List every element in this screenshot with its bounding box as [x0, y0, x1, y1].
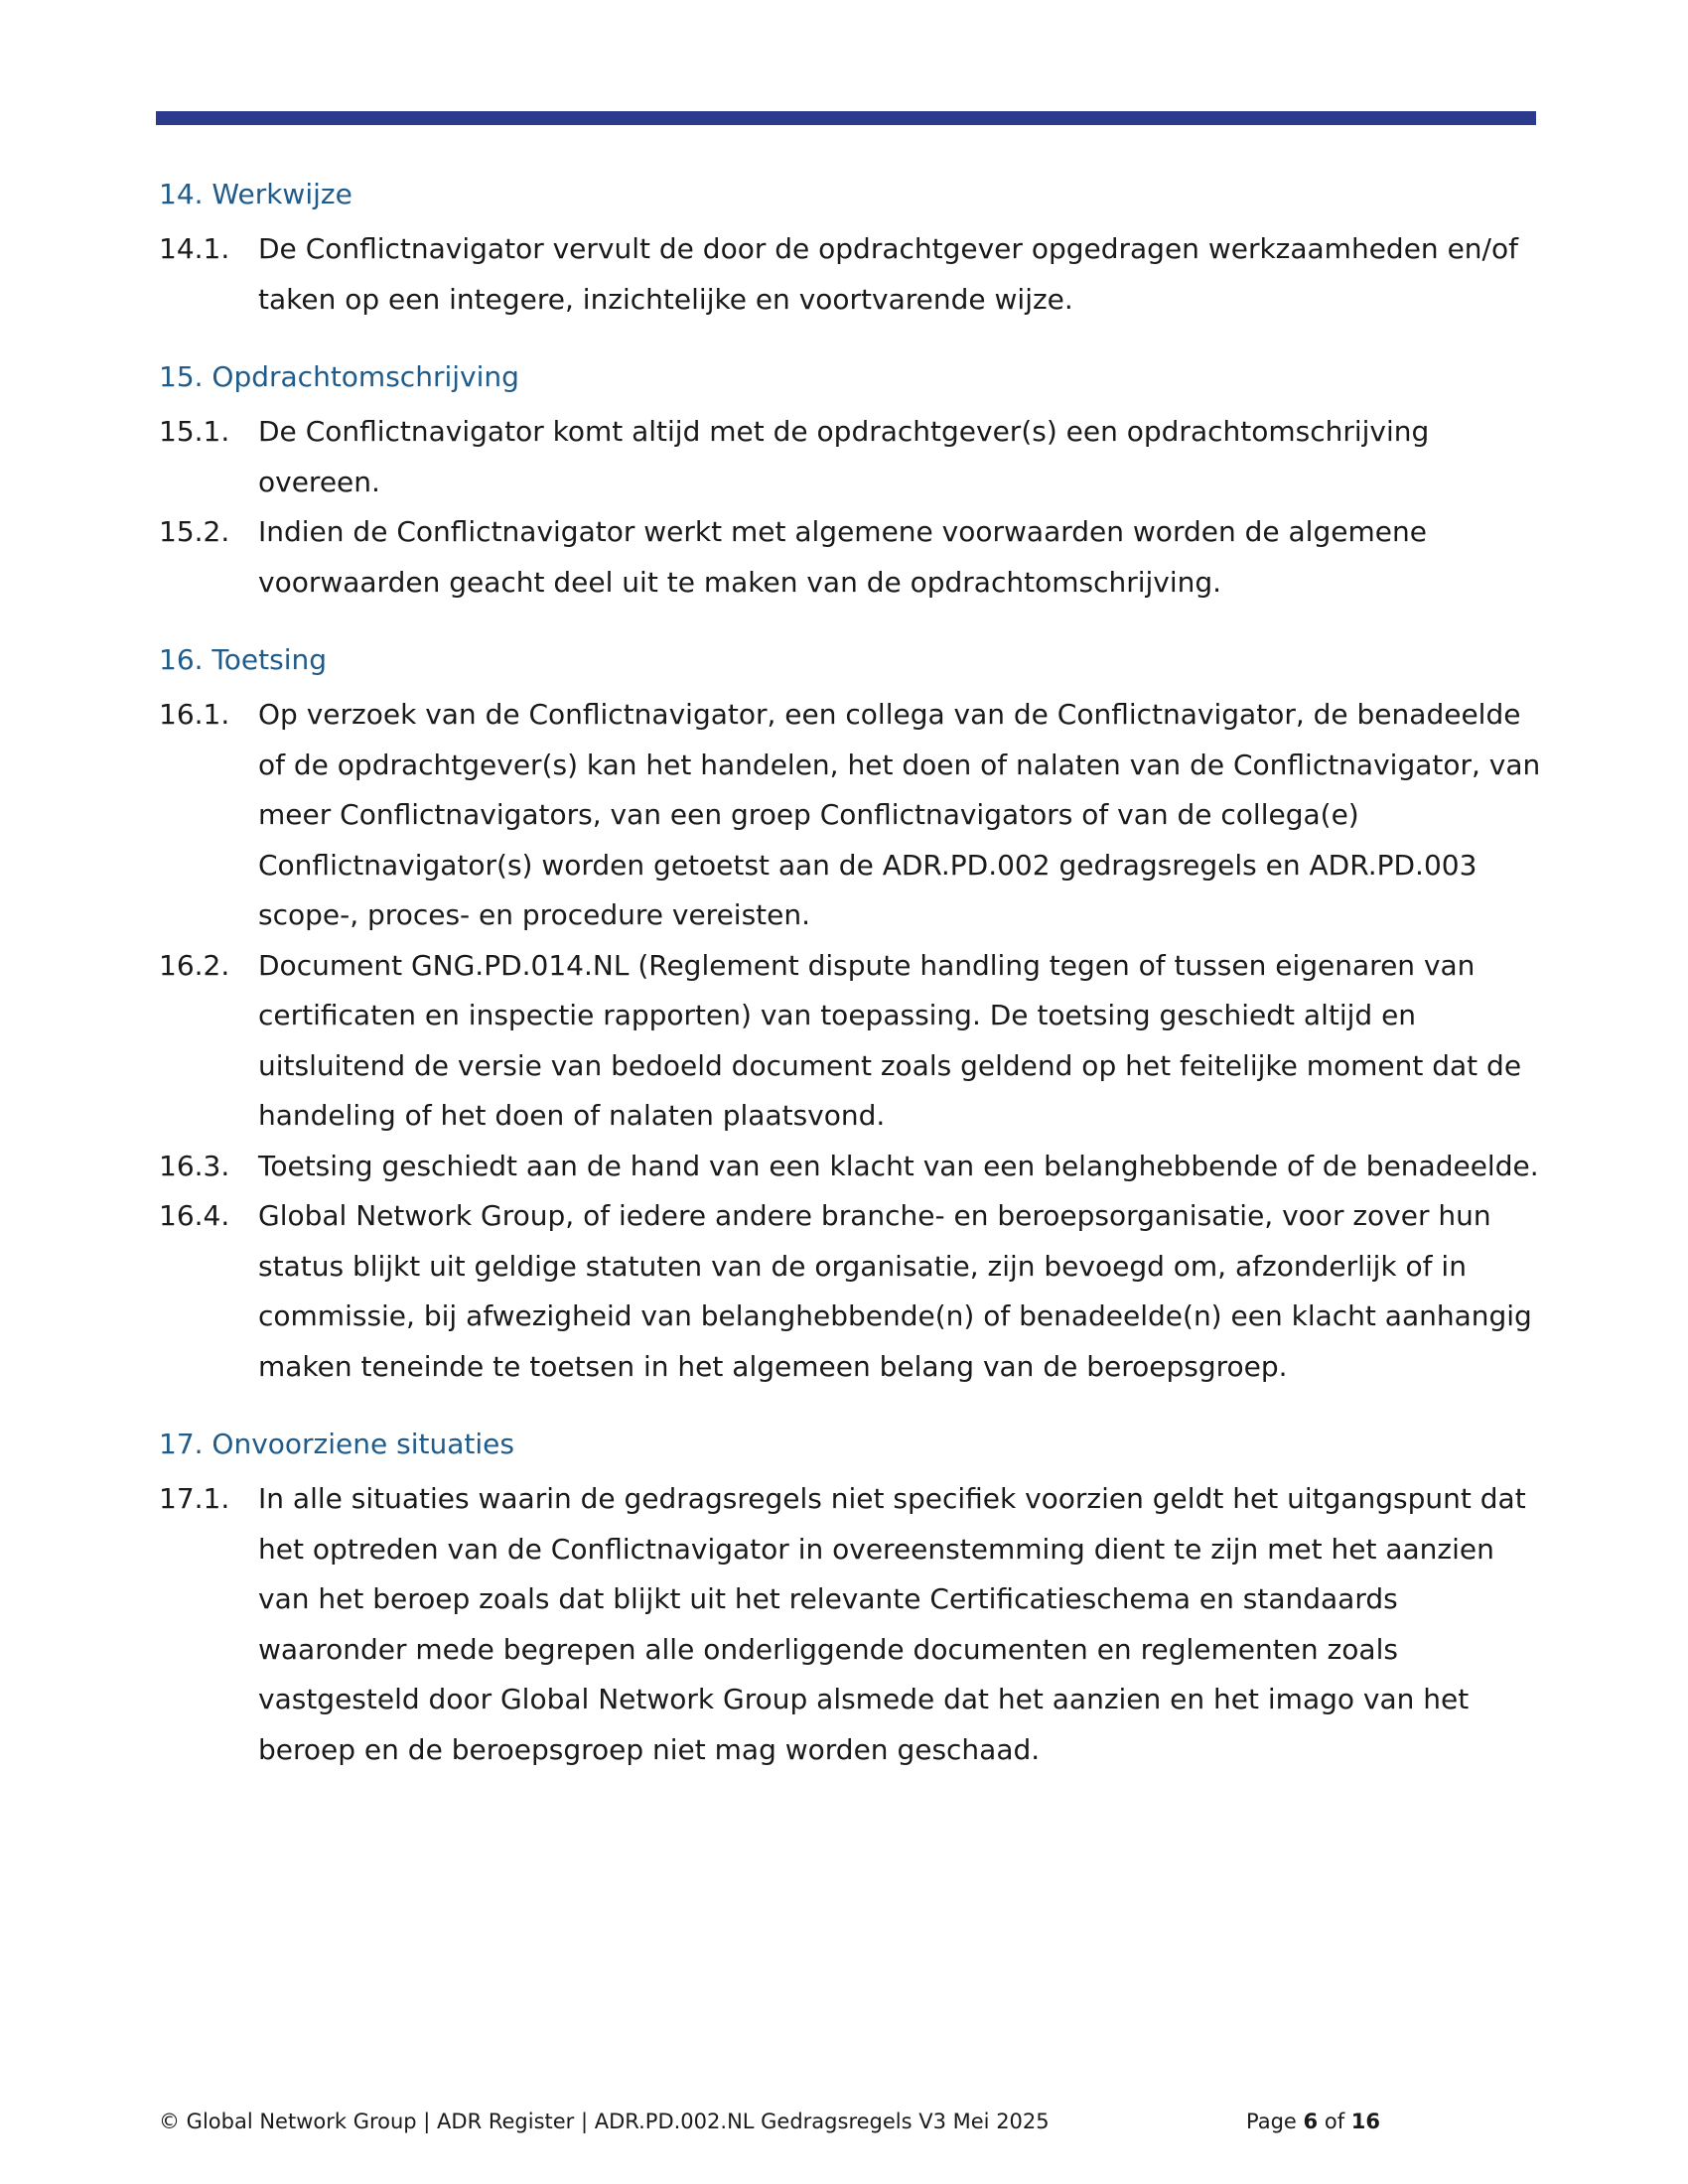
- header-rule: [156, 111, 1536, 125]
- clause-text: Indien de Conflictnavigator werkt met algemene voorwaarden worden de algemene voorwaarden geacht deel uit te maken van de opdrachtomschrijving.: [258, 515, 1427, 599]
- footer-copyright: © Global Network Group | ADR Register | ADR.PD.002.NL Gedragsregels V3 Mei 2025: [159, 2110, 1050, 2133]
- clause-number: 16.4.: [159, 1199, 230, 1232]
- section-werkwijze: [159, 175, 1549, 325]
- page-indicator: [1246, 2107, 1380, 2136]
- page-footer: [159, 2107, 1400, 2136]
- clause-text: Toetsing geschiedt aan de hand van een klacht van een belanghebbende of de benadeelde.: [258, 1149, 1539, 1182]
- clause: [159, 1142, 1549, 1192]
- clause: [159, 1191, 1549, 1392]
- section-heading: 17. Onvoorziene situaties: [159, 1428, 514, 1460]
- page-total: 16: [1350, 2110, 1381, 2133]
- clause-number: 16.2.: [159, 948, 230, 982]
- clause-number: 15.1.: [159, 415, 230, 448]
- document-body: [159, 175, 1549, 1808]
- clause-text: Op verzoek van de Conflictnavigator, een collega van de Conflictnavigator, de benadeelde of de opdrachtgever(s) kan het handelen, het doen of nalaten van de Conflictnavigator, van meer Conflictnavigators, van een groep Conflictnavigators of van de collega(e) Conflictnavigator(s) worden getoetst aan de ADR.PD.002 gedragsregels en ADR.PD.003 scope-, proces- en procedure vereisten.: [258, 698, 1541, 931]
- clause-text: Document GNG.PD.014.NL (Reglement dispute handling tegen of tussen eigenaren van certificaten en inspectie rapporten) van toepassing. De toetsing geschiedt altijd en uitsluitend de versie van bedoeld document zoals geldend op het feitelijke moment dat de handeling of het doen of nalaten plaatsvond.: [258, 948, 1522, 1132]
- clause: [159, 941, 1549, 1142]
- section-heading: 16. Toetsing: [159, 643, 327, 676]
- clause: [159, 224, 1549, 325]
- section-opdrachtomschrijving: [159, 357, 1549, 608]
- section-onvoorziene-situaties: [159, 1425, 1549, 1775]
- clause-number: 15.2.: [159, 515, 230, 548]
- page-current: 6: [1303, 2110, 1319, 2133]
- clause-number: 16.1.: [159, 698, 230, 731]
- clause-text: De Conflictnavigator komt altijd met de opdrachtgever(s) een opdrachtomschrijving overeen.: [258, 415, 1430, 498]
- section-heading: 14. Werkwijze: [159, 178, 352, 210]
- clause-text: Global Network Group, of iedere andere branche- en beroepsorganisatie, voor zover hun status blijkt uit geldige statuten van de organisatie, zijn bevoegd om, afzonderlijk of in commissie, bij afwezigheid van belanghebbende(n) of benadeelde(n) een klacht aanhangig maken teneinde te toetsen in het algemeen belang van de beroepsgroep.: [258, 1199, 1532, 1383]
- clause-number: 16.3.: [159, 1149, 230, 1182]
- section-toetsing: [159, 640, 1549, 1392]
- clause: [159, 1474, 1549, 1775]
- clause-number: 14.1.: [159, 232, 230, 265]
- clause: [159, 507, 1549, 608]
- page-label: Page: [1246, 2110, 1297, 2133]
- clause-number: 17.1.: [159, 1482, 230, 1515]
- clause: [159, 407, 1549, 507]
- page-of: of: [1324, 2110, 1345, 2133]
- clause: [159, 690, 1549, 941]
- clause-text: De Conflictnavigator vervult de door de opdrachtgever opgedragen werkzaamheden en/of taken op een integere, inzichtelijke en voortvarende wijze.: [258, 232, 1518, 316]
- section-heading: 15. Opdrachtomschrijving: [159, 360, 519, 393]
- clause-text: In alle situaties waarin de gedragsregels niet specifiek voorzien geldt het uitgangspunt dat het optreden van de Conflictnavigator in overeenstemming dient te zijn met het aanzien van het beroep zoals dat blijkt uit het relevante Certificatieschema en standaards waaronder mede begrepen alle onderliggende documenten en reglementen zoals vastgesteld door Global Network Group alsmede dat het aanzien en het imago van het beroep en de beroepsgroep niet mag worden geschaad.: [258, 1482, 1526, 1766]
